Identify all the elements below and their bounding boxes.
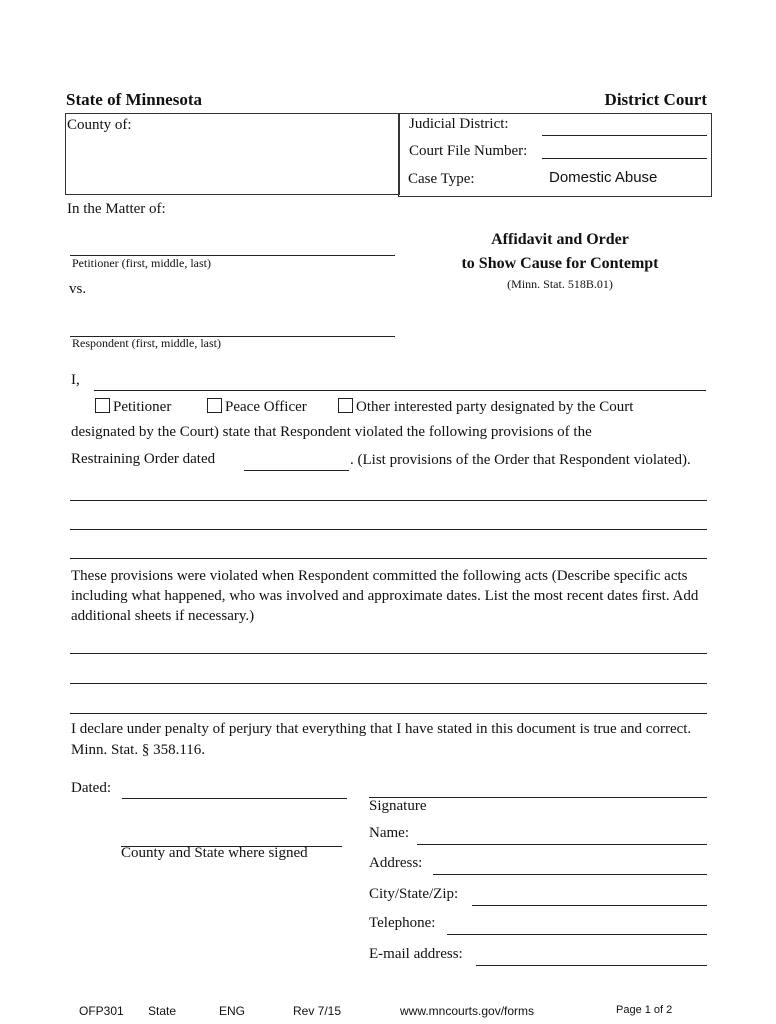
restraining-order-dated-label: Restraining Order dated: [71, 451, 216, 467]
form-title-line2: to Show Cause for Contempt: [461, 255, 659, 272]
designated-statement: designated by the Court) state that Respondent violated the following provisions of the: [71, 424, 592, 440]
other-party-checkbox[interactable]: [338, 398, 353, 413]
footer-website-link[interactable]: www.mncourts.gov/forms: [400, 1004, 535, 1018]
footer-state: State: [148, 1004, 177, 1018]
court-file-number-field[interactable]: [542, 158, 707, 159]
order-date-field[interactable]: [244, 470, 349, 471]
list-provisions-instruction: . (List provisions of the Order that Respondent violated).: [350, 452, 691, 468]
court-heading: District Court: [604, 90, 707, 109]
peace-officer-option[interactable]: [207, 398, 307, 416]
footer-page-number: Page 1 of 2: [616, 1004, 673, 1016]
i-label: I,: [71, 372, 80, 388]
dated-field[interactable]: [122, 798, 347, 799]
petitioner-checkbox[interactable]: [95, 398, 110, 413]
petitioner-option[interactable]: [95, 398, 171, 416]
petitioner-option-label: Petitioner: [113, 399, 172, 415]
other-party-option-label: Other interested party designated by the Court: [356, 399, 634, 415]
vs-label: vs.: [69, 281, 87, 297]
telephone-field[interactable]: [447, 934, 707, 935]
petitioner-caption: Petitioner (first, middle, last): [72, 256, 211, 270]
court-file-number-label: Court File Number:: [409, 143, 528, 159]
acts-line-1[interactable]: [70, 653, 707, 654]
peace-officer-checkbox[interactable]: [207, 398, 222, 413]
telephone-label: Telephone:: [369, 915, 436, 931]
other-party-option[interactable]: [338, 398, 633, 416]
footer-form-code: OFP301: [79, 1004, 124, 1018]
acts-line-2[interactable]: [70, 683, 707, 684]
declaration-paragraph: I declare under penalty of perjury that everything that I have stated in this document is true and correct. Minn. Stat. § 358.116.: [71, 721, 692, 758]
county-field[interactable]: [140, 117, 394, 179]
in-the-matter-of: In the Matter of:: [67, 201, 166, 217]
footer-language: ENG: [219, 1004, 246, 1018]
respondent-caption: Respondent (first, middle, last): [72, 336, 221, 350]
case-type-label: Case Type:: [408, 171, 475, 187]
provisions-line-3[interactable]: [70, 558, 707, 559]
provisions-line-1[interactable]: [70, 500, 707, 501]
email-label: E-mail address:: [369, 946, 463, 962]
name-label: Name:: [369, 825, 409, 841]
email-field[interactable]: [476, 965, 707, 966]
affiant-name-field[interactable]: [94, 390, 706, 391]
dated-label: Dated:: [71, 780, 111, 796]
state-heading: State of Minnesota: [66, 90, 202, 109]
signature-label: Signature: [369, 798, 427, 814]
provisions-line-2[interactable]: [70, 529, 707, 530]
footer-revision: Rev 7/15: [293, 1004, 342, 1018]
peace-officer-option-label: Peace Officer: [225, 399, 307, 415]
acts-paragraph: These provisions were violated when Respondent committed the following acts (Describe specific acts including what happened, who was involved and approximate dates. List the most recent dates first. Add additional sheets if necessary.): [71, 568, 699, 624]
case-type-value: Domestic Abuse: [549, 169, 658, 186]
city-state-zip-label: City/State/Zip:: [369, 886, 459, 902]
address-label: Address:: [369, 855, 423, 871]
form-statute: (Minn. Stat. 518B.01): [507, 277, 613, 291]
name-field[interactable]: [417, 844, 707, 845]
address-field[interactable]: [433, 874, 707, 875]
judicial-district-label: Judicial District:: [409, 116, 509, 132]
county-label: County of:: [67, 117, 132, 133]
acts-line-3[interactable]: [70, 713, 707, 714]
county-state-label: County and State where signed: [121, 845, 308, 861]
city-state-zip-field[interactable]: [472, 905, 707, 906]
form-title-line1: Affidavit and Order: [491, 231, 629, 248]
judicial-district-field[interactable]: [542, 135, 707, 136]
